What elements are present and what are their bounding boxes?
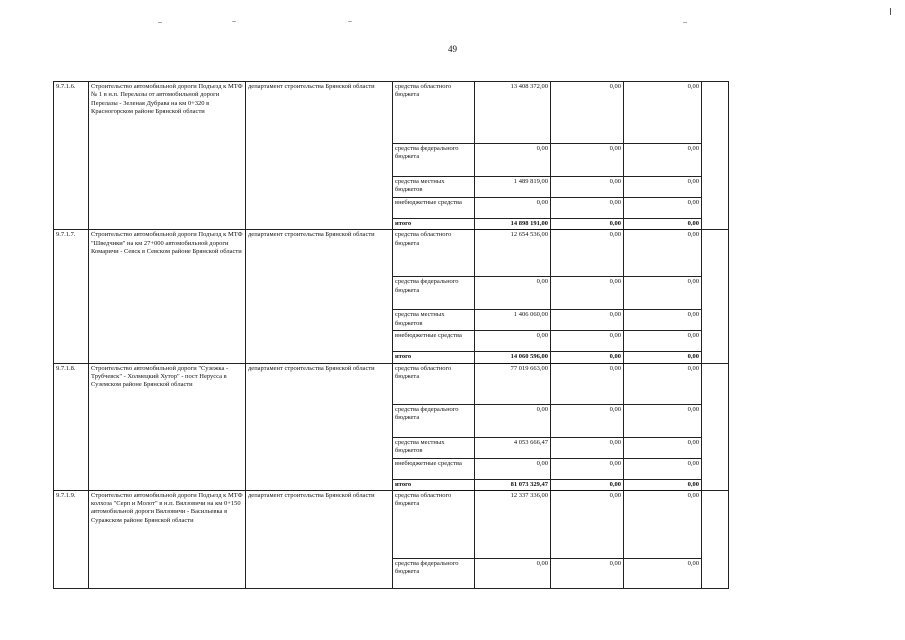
amount-cell: 0,00 — [551, 198, 624, 219]
amount-cell: 4 053 666,47 — [475, 437, 551, 458]
project-name: Строительство автомобильной дороги Подъезд к МТФ "Шведчики" на км 27+000 автомобильной дороги Комаричи - Севск в Севском районе Брянской области — [89, 230, 246, 363]
total-amount: 0,00 — [551, 479, 624, 490]
amount-cell: 1 406 060,00 — [475, 310, 551, 331]
total-label: итого — [393, 352, 475, 363]
amount-cell: 0,00 — [551, 144, 624, 177]
table-row — [54, 363, 729, 404]
amount-cell: 0,00 — [624, 82, 702, 144]
amount-cell: 0,00 — [624, 230, 702, 277]
funding-source: средства федерального бюджета — [393, 277, 475, 310]
amount-cell: 0,00 — [624, 404, 702, 437]
total-amount: 81 073 329,47 — [475, 479, 551, 490]
amount-cell: 0,00 — [551, 458, 624, 479]
amount-cell: 0,00 — [624, 490, 702, 558]
funding-source: средства местных бюджетов — [393, 177, 475, 198]
funding-source: внебюджетные средства — [393, 331, 475, 352]
amount-cell: 0,00 — [624, 144, 702, 177]
project-executor: департамент строительства Брянской области — [246, 230, 393, 363]
scan-speck — [683, 22, 687, 23]
scan-speck — [158, 22, 162, 23]
amount-cell: 0,00 — [475, 277, 551, 310]
amount-cell: 0,00 — [475, 404, 551, 437]
amount-cell: 0,00 — [624, 198, 702, 219]
scan-speck — [348, 21, 352, 22]
project-code: 9.7.1.9. — [54, 490, 89, 588]
amount-cell: 0,00 — [551, 404, 624, 437]
amount-cell: 0,00 — [624, 437, 702, 458]
amount-cell: 12 654 536,00 — [475, 230, 551, 277]
amount-cell: 0,00 — [475, 331, 551, 352]
amount-cell: 0,00 — [551, 490, 624, 558]
amount-cell: 0,00 — [551, 277, 624, 310]
amount-cell: 0,00 — [624, 277, 702, 310]
amount-cell: 0,00 — [551, 177, 624, 198]
funding-source: средства областного бюджета — [393, 363, 475, 404]
amount-cell: 0,00 — [551, 363, 624, 404]
total-amount: 0,00 — [551, 219, 624, 230]
funding-source: внебюджетные средства — [393, 458, 475, 479]
total-amount: 0,00 — [551, 352, 624, 363]
amount-cell: 0,00 — [624, 310, 702, 331]
project-code: 9.7.1.8. — [54, 363, 89, 490]
project-executor: департамент строительства Брянской области — [246, 490, 393, 588]
page-number: 49 — [448, 44, 457, 54]
total-amount: 0,00 — [624, 219, 702, 230]
total-amount: 14 060 596,00 — [475, 352, 551, 363]
amount-cell: 0,00 — [551, 310, 624, 331]
project-code: 9.7.1.7. — [54, 230, 89, 363]
amount-cell: 12 337 336,00 — [475, 490, 551, 558]
funding-source: средства областного бюджета — [393, 82, 475, 144]
total-label: итого — [393, 219, 475, 230]
amount-cell: 0,00 — [551, 230, 624, 277]
total-label: итого — [393, 479, 475, 490]
amount-cell: 0,00 — [624, 558, 702, 588]
scan-speck — [232, 21, 236, 22]
project-name: Строительство автомобильной дороги Подъезд к МТФ № 1 в н.п. Перелазы от автомобильной дороги Перелазы - Зеленая Дубрава на км 0+320 в Красногорском районе Брянской области — [89, 82, 246, 230]
empty-cell — [702, 82, 729, 230]
empty-cell — [702, 363, 729, 490]
amount-cell: 0,00 — [475, 144, 551, 177]
table-row — [54, 490, 729, 558]
funding-source: средства федерального бюджета — [393, 144, 475, 177]
total-amount: 14 898 191,00 — [475, 219, 551, 230]
scan-edge-mark — [890, 8, 891, 15]
project-code: 9.7.1.6. — [54, 82, 89, 230]
project-name: Строительство автомобильной дороги Подъезд к МТФ колхоза "Серп и Молот" в н.п. Вялзовичи на км 0+150 автомобильной дороги Вялзовичи - Васильевка в Суражском районе Брянской области — [89, 490, 246, 588]
funding-source: средства областного бюджета — [393, 490, 475, 558]
funding-source: средства областного бюджета — [393, 230, 475, 277]
amount-cell: 0,00 — [624, 177, 702, 198]
amount-cell: 0,00 — [624, 458, 702, 479]
amount-cell: 1 489 819,00 — [475, 177, 551, 198]
funding-source: средства местных бюджетов — [393, 437, 475, 458]
amount-cell: 0,00 — [475, 198, 551, 219]
amount-cell: 0,00 — [624, 331, 702, 352]
amount-cell: 0,00 — [551, 437, 624, 458]
total-amount: 0,00 — [624, 479, 702, 490]
amount-cell: 0,00 — [475, 458, 551, 479]
amount-cell: 0,00 — [475, 558, 551, 588]
table-row — [54, 230, 729, 277]
funding-table — [53, 81, 729, 589]
amount-cell: 77 019 663,00 — [475, 363, 551, 404]
amount-cell: 0,00 — [624, 363, 702, 404]
project-executor: департамент строительства Брянской области — [246, 82, 393, 230]
table-row — [54, 82, 729, 144]
amount-cell: 0,00 — [551, 558, 624, 588]
empty-cell — [702, 230, 729, 363]
amount-cell: 0,00 — [551, 82, 624, 144]
funding-source: средства федерального бюджета — [393, 558, 475, 588]
funding-source: внебюджетные средства — [393, 198, 475, 219]
funding-source: средства федерального бюджета — [393, 404, 475, 437]
project-name: Строительство автомобильной дороги "Сузежка - Трубчевск" - Холмецкий Хутор" - пост Нерусса в Суземском районе Брянской области — [89, 363, 246, 490]
total-amount: 0,00 — [624, 352, 702, 363]
project-executor: департамент строительства Брянской области — [246, 363, 393, 490]
amount-cell: 13 408 372,00 — [475, 82, 551, 144]
funding-source: средства местных бюджетов — [393, 310, 475, 331]
amount-cell: 0,00 — [551, 331, 624, 352]
empty-cell — [702, 490, 729, 588]
